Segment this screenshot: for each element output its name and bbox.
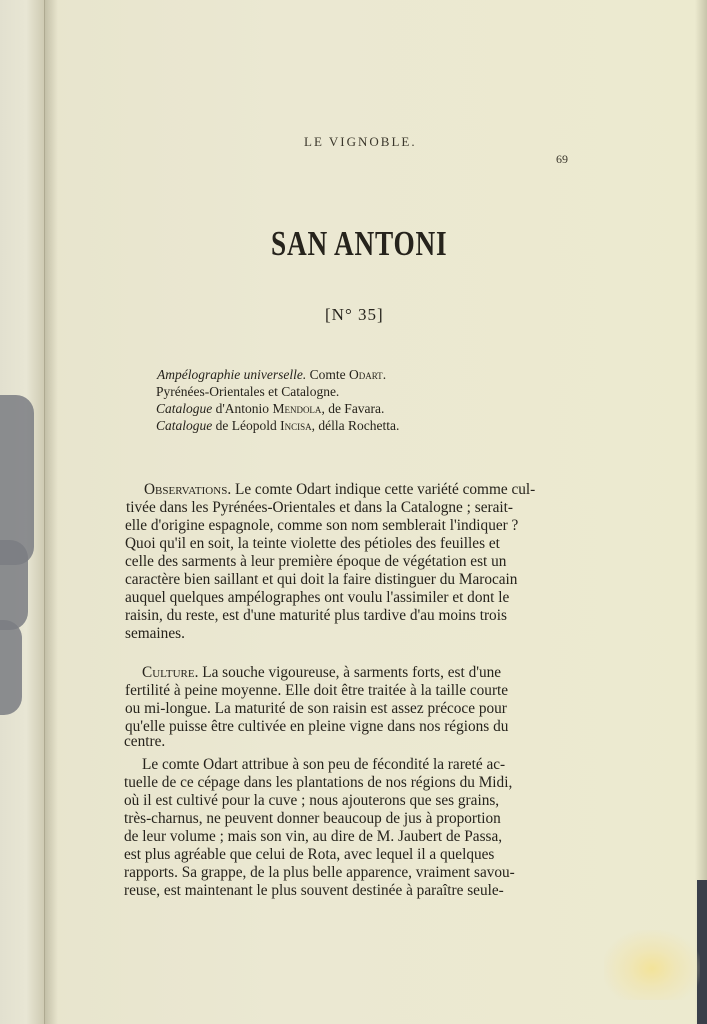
paragraph-line: rapports. Sa grappe, de la plus belle apparence, vraiment savou- [124, 864, 515, 881]
paragraph-line: reuse, est maintenant le plus souvent destinée à paraître seule- [124, 882, 504, 899]
paragraph-line: est plus agréable que celui de Rota, avec lequel il a quelques [124, 846, 495, 863]
paragraph-line: tuelle de ce cépage dans les plantations de nos régions du Midi, [124, 774, 513, 791]
paragraph-line: centre. [124, 733, 166, 750]
paragraph-line: tivée dans les Pyrénées-Orientales et dans la Catalogne ; serait- [126, 499, 513, 516]
paragraph-line: elle d'origine espagnole, comme son nom semblerait l'indiquer ? [125, 517, 519, 534]
paragraph-line: où il est cultivé pour la cuve ; nous ajouterons que ses grains, [124, 792, 500, 809]
section-heading: Observations [144, 481, 228, 498]
facing-page-illustration-fragment [0, 620, 22, 715]
paragraph-line: celle des sarments à leur première époque de végétation est un [125, 553, 507, 570]
reference-line: Ampélographie universelle. Comte Odart. [157, 367, 387, 382]
paragraph-line: Observations. Le comte Odart indique cette variété comme cul- [144, 481, 536, 498]
running-head: LE VIGNOBLE. [304, 134, 417, 149]
facing-page-illustration-fragment [0, 540, 28, 630]
paragraph-line: ou mi-longue. La maturité de son raisin est assez précoce pour [125, 700, 507, 717]
reference-line: Catalogue de Léopold Incisa, délla Rochetta. [156, 418, 400, 433]
facing-page-edge [0, 0, 45, 1024]
page-title: SAN ANTONI [271, 224, 448, 263]
page-number: 69 [556, 152, 568, 166]
reference-line: Pyrénées-Orientales et Catalogne. [156, 384, 340, 399]
reference-line: Catalogue d'Antonio Mendola, de Favara. [156, 401, 385, 416]
variety-number: [N° 35] [325, 305, 384, 324]
light-glare [604, 930, 700, 1000]
gutter-shadow [44, 0, 58, 1024]
paragraph-line: Le comte Odart attribue à son peu de fécondité la rareté ac- [142, 756, 506, 773]
section-heading: Culture [142, 664, 195, 681]
paragraph-line: auquel quelques ampélographes ont voulu l'assimiler et dont le [125, 589, 510, 606]
paragraph-line: très-charnus, ne peuvent donner beaucoup de jus à proportion [124, 810, 501, 827]
paragraph-line: Quoi qu'il en soit, la teinte violette des pétioles des feuilles et [125, 535, 500, 552]
paragraph-line: semaines. [125, 625, 185, 642]
paragraph-line: fertilité à peine moyenne. Elle doit être traitée à la taille courte [125, 682, 509, 699]
page-edge-shadow [695, 0, 707, 1024]
paragraph-line: qu'elle puisse être cultivée en pleine vigne dans nos régions du [125, 718, 509, 735]
paragraph-line: Culture. La souche vigoureuse, à sarments forts, est d'une [142, 664, 502, 681]
paragraph-line: raisin, du reste, est d'une maturité plus tardive d'au moins trois [125, 607, 507, 624]
paragraph-line: de leur volume ; mais son vin, au dire de M. Jaubert de Passa, [124, 828, 503, 845]
paragraph-line: caractère bien saillant et qui doit la faire distinguer du Marocain [125, 571, 518, 588]
